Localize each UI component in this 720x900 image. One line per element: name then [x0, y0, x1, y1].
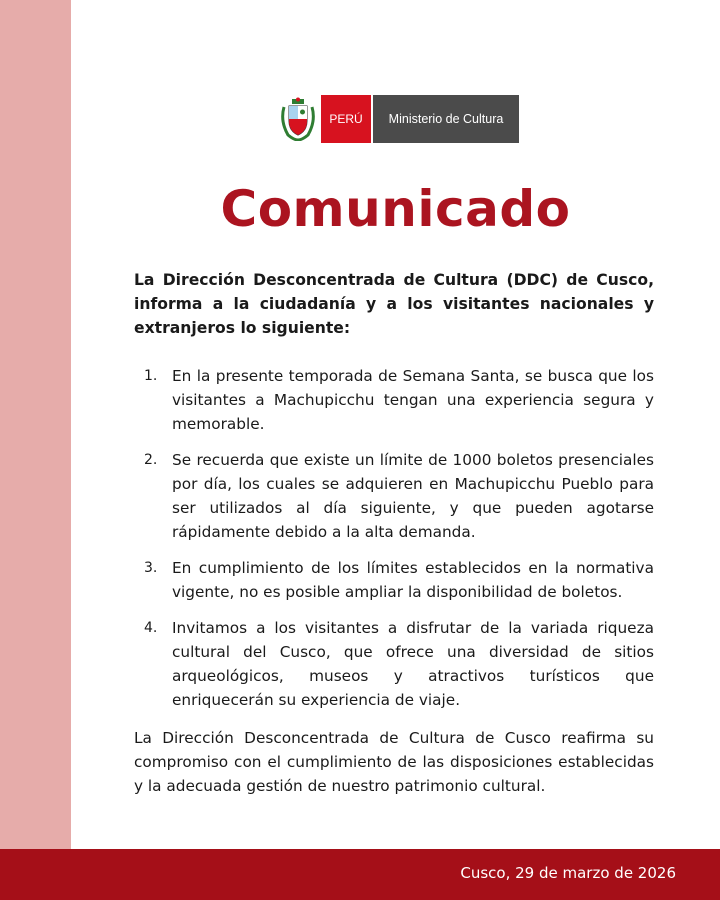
list-item-number: 3. [144, 560, 158, 576]
footer-band [0, 849, 720, 900]
page-title: Comunicado [220, 180, 571, 238]
list-item-text: Invitamos a los visitantes a disfrutar de la variada riqueza cultural del Cusco, que ofrece una diversidad de sitios arqueológicos, museos y atractivos turísticos que enriquecerán su experiencia de viaje. [172, 619, 654, 709]
list-item-number: 1. [144, 368, 158, 384]
list-item [134, 448, 654, 544]
list-item-text: Se recuerda que existe un límite de 1000 boletos presenciales por día, los cuales se adquieren en Machupicchu Pueblo para ser utilizados al día siguiente, y que pueden agotarse rápidamente debido a la alta demanda. [172, 451, 654, 541]
list-item-number: 2. [144, 452, 158, 468]
peru-label: PERÚ [321, 95, 371, 143]
side-decorative-band [0, 0, 71, 849]
communique-body [134, 268, 654, 798]
list-item-number: 4. [144, 620, 158, 636]
ministry-logo [280, 95, 519, 143]
coat-of-arms-icon [280, 97, 316, 141]
ministry-label: Ministerio de Cultura [373, 95, 519, 143]
list-item [134, 556, 654, 604]
list-item [134, 616, 654, 712]
closing-paragraph: La Dirección Desconcentrada de Cultura de Cusco reafirma su compromiso con el cumplimiento de las disposiciones establecidas y la adecuada gestión de nuestro patrimonio cultural. [134, 729, 654, 795]
intro-paragraph: La Dirección Desconcentrada de Cultura (DDC) de Cusco, informa a la ciudadanía y a los visitantes nacionales y extranjeros lo siguiente: [134, 271, 654, 337]
list-item-text: En cumplimiento de los límites establecidos en la normativa vigente, no es posible ampliar la disponibilidad de boletos. [172, 559, 654, 601]
footer-date: Cusco, 29 de marzo de 2026 [460, 864, 676, 882]
notice-list [134, 364, 654, 712]
list-item [134, 364, 654, 436]
list-item-text: En la presente temporada de Semana Santa, se busca que los visitantes a Machupicchu tengan una experiencia segura y memorable. [172, 367, 654, 433]
